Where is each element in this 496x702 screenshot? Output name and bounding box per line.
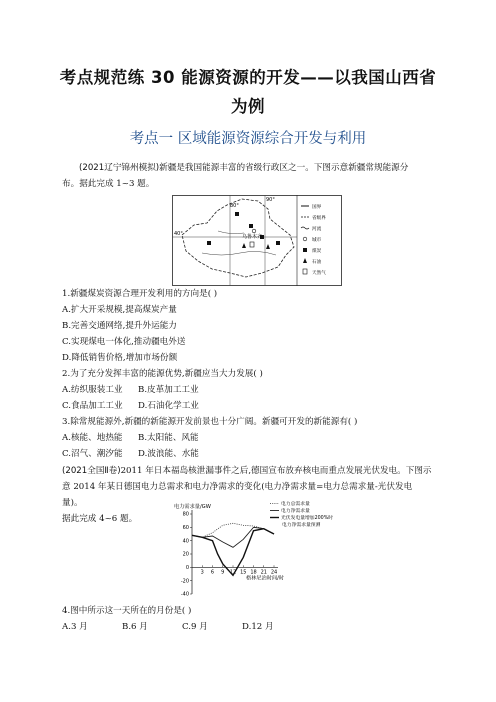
x-tick-label: 18 [250,569,257,576]
section-heading: 考点一 区域能源资源综合开发与利用 [129,131,367,147]
option: D.波浪能、水能 [138,449,199,459]
option: C.实现煤电一体化,推动疆电外送 [62,337,186,347]
legend-label: 天然气 [312,271,326,276]
latitude-label: 40° [174,231,183,237]
intro-text: 2011 年日本福岛核泄漏事件之后,德国宣布放弃核电而重点发展光伏发电。下图示 [120,466,432,476]
option: D.12 月 [242,622,274,632]
option: B.完善交通网络,提升外运能力 [62,321,177,331]
x-axis-label: 格林尼治时间/时 [246,575,285,582]
legend-label: 城市 [312,238,322,243]
y-tick-label: 40 [182,538,189,545]
x-tick-label: 21 [260,569,267,576]
legend-label: 石油 [312,260,322,265]
legend-label: 光伏发电量增加200%时 [281,516,334,521]
option: D.石油化学工业 [138,401,199,411]
y-tick-label: -20 [180,578,189,585]
option: D.降低销售价格,增加市场份额 [62,353,178,363]
x-tick-label: 9 [221,569,225,576]
option: A.3 月 [62,622,88,632]
y-tick-label: 80 [182,511,189,518]
series-line-1 [192,523,274,537]
city-label: 乌鲁木齐 [242,234,263,240]
option: B.6 月 [122,622,148,632]
coal-marker [276,241,280,245]
y-tick-label: 20 [182,551,189,558]
option: A.核能、地热能 [62,433,123,443]
option: C.沼气、潮汐能 [62,449,123,459]
option: A.纺织服装工业 [62,385,123,395]
y-tick-label: -40 [180,591,189,598]
y-tick-label: 0 [185,565,189,572]
question-2-stem: 2.为了充分发挥丰富的能源优势,新疆应当大力发展( ) [62,369,263,379]
option-row [62,620,362,632]
city-marker [252,229,256,233]
question-4-stem: 4.图中所示这一天所在的月份是( ) [62,606,192,616]
legend-label: 电力净需求量预测 [282,523,321,528]
longitude-label: 90° [266,197,275,203]
page-title-cont: 为例 [231,97,265,116]
legend-label: 省级界 [312,216,326,221]
legend-label: 电力净需求量 [281,509,310,514]
y-axis-label: 电力需求量/GW [174,504,211,510]
intro-text: 新疆是我国能源丰富的省级行政区之一。下图示意新疆常规能源分 [159,163,409,173]
option: C.食品加工工业 [62,401,123,411]
y-tick-label: 60 [182,525,189,532]
intro-paragraph-1 [62,160,432,192]
legend-label: 国界 [312,205,322,210]
x-tick-label: 24 [270,569,278,576]
legend-label: 电力总需求量 [281,502,310,507]
option: B.太阳能、风能 [138,433,199,443]
x-tick-label: 3 [200,569,204,576]
option: A.扩大开采规模,提高煤炭产量 [62,305,177,315]
intro-text: 布。据此完成 1~3 题。 [62,179,155,189]
legend-label: 煤炭 [312,249,322,254]
coal-marker [207,241,211,245]
coal-marker [249,224,253,228]
question-1-stem: 1.新疆煤炭资源合理开发利用的方向是( ) [62,289,218,299]
intro-text: 意 2014 年某日德国电力总需求和电力净需求的变化(电力净需求量=电力总需求量-光伏发电量)。 [62,482,413,508]
intro-text: 据此完成 4~6 题。 [62,514,138,524]
x-tick-label: 15 [240,569,247,576]
source-tag: (2021辽宁锦州模拟) [79,163,160,173]
page-title: 考点规范练 30 能源资源的开发——以我国山西省 [59,68,437,87]
option: B.皮革加工工业 [138,385,199,395]
question-3-stem: 3.除常规能源外,新疆的新能源开发前景也十分广阔。新疆可开发的新能源有( ) [62,417,358,427]
x-tick-label: 12 [229,569,237,576]
longitude-label: 80° [230,203,239,209]
xinjiang-energy-map [172,195,342,286]
legend-label: 河流 [312,227,322,232]
option: C.9 月 [182,622,208,632]
power-demand-chart [170,498,350,600]
coal-marker [235,212,239,216]
x-tick-label: 6 [210,569,215,576]
source-tag: (2021全国Ⅱ卷) [62,466,121,476]
series-line-3 [192,529,274,576]
